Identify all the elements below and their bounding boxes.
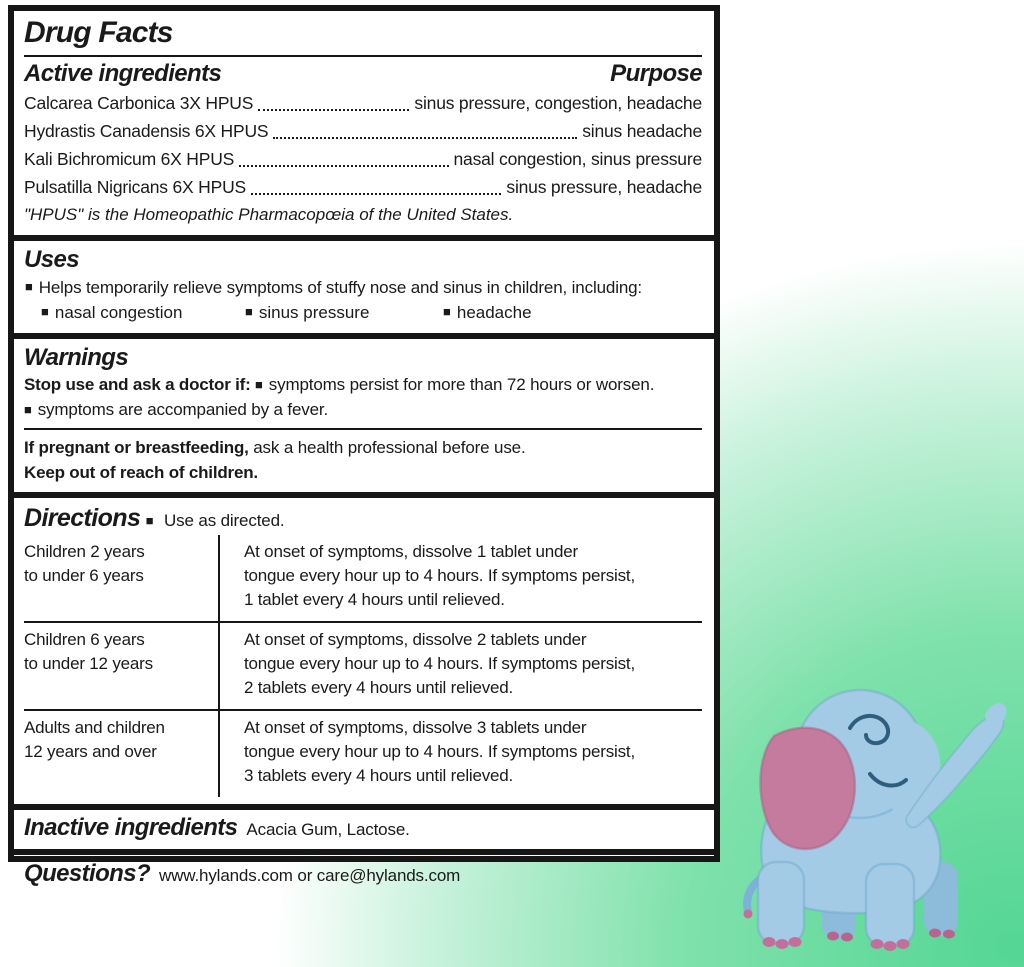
use-as-directed: Use as directed. [164,511,285,531]
bullet-square-icon: ■ [24,401,32,417]
directions-row [24,621,702,709]
title-divider [24,55,702,57]
directions-heading: Directions [24,504,141,533]
age-group-cell: Children 2 years to under 6 years [24,535,220,621]
bullet-square-icon: ■ [25,279,33,295]
section-active-ingredients [14,11,714,235]
warnings-heading: Warnings [24,343,129,371]
ingredient-row [24,89,702,117]
hpus-note: "HPUS" is the Homeopathic Pharmacopœia of the United States. [24,204,514,224]
dosage-cell: At onset of symptoms, dissolve 2 tablets under tongue every hour up to 4 hours. If symptoms persist, 2 tablets every 4 hours until relieved. [244,630,635,698]
ingredient-purpose: sinus headache [582,120,702,141]
elephant-front-leg [866,864,914,946]
elephant-toenail [871,939,884,949]
uses-heading: Uses [24,245,79,273]
dosage-cell: At onset of symptoms, dissolve 3 tablets under tongue every hour up to 4 hours. If symptoms persist, 3 tablets every 4 hours until relieved. [244,718,635,786]
elephant-toenail [929,929,941,938]
age-group-cell: Adults and children 12 years and over [24,711,220,797]
dosage-cell: At onset of symptoms, dissolve 1 tablet under tongue every hour up to 4 hours. If symptoms persist, 1 tablet every 4 hours until relieved. [244,542,635,610]
inactive-ingredients-heading: Inactive ingredients [24,814,238,842]
elephant-toenail [884,941,897,951]
active-ingredients-heading: Active ingredients [24,60,222,87]
questions-heading: Questions? [24,860,151,888]
dot-leader [239,160,448,167]
ingredient-row [24,173,702,201]
warnings-divider [24,428,702,430]
directions-headline [24,503,702,533]
ingredient-purpose: nasal congestion, sinus pressure [453,148,702,169]
section-uses [14,235,714,333]
elephant-toenail [943,930,955,939]
bullet-square-icon: ■ [443,304,451,320]
uses-intro: ■ Helps temporarily relieve symptoms of stuffy nose and sinus in children, including: [25,277,643,297]
dot-leader [273,132,577,139]
elephant-tail-tip [744,910,753,919]
bullet-square-icon: ■ [245,304,253,320]
age-group-cell: Children 6 years to under 12 years [24,623,220,709]
ingredient-name: Hydrastis Canadensis 6X HPUS [24,120,269,141]
section-directions [14,492,714,804]
stop-use-paragraph: Stop use and ask a doctor if: ■ symptoms persist for more than 72 hours or worsen. ■ symptoms are accompanied by a fever. [24,375,655,420]
section-questions [14,849,714,896]
ingredient-row [24,145,702,173]
uses-item: ■ headache [443,302,532,322]
questions-contact-text: www.hylands.com or care@hylands.com [159,866,461,886]
dot-leader [251,188,501,195]
bullet-square-icon: ■ [41,304,49,320]
ingredient-row [24,117,702,145]
uses-item: ■ nasal congestion [41,302,183,322]
directions-row [24,709,702,797]
pregnant-line: If pregnant or breastfeeding, ask a health professional before use. [24,438,526,458]
elephant-ear [760,728,854,849]
ingredient-purpose: sinus pressure, headache [506,176,702,197]
ingredient-name: Kali Bichromicum 6X HPUS [24,148,235,169]
elephant-rear-leg [758,862,804,944]
elephant-toenail [789,937,802,947]
ingredient-name: Calcarea Carbonica 3X HPUS [24,92,254,113]
bullet-square-icon: ■ [145,512,154,528]
elephant-illustration [710,666,1018,962]
section-warnings [14,333,714,493]
keep-out-line: Keep out of reach of children. [24,463,258,483]
purpose-heading: Purpose [610,60,702,87]
uses-item: ■ sinus pressure [245,302,370,322]
elephant-toenail [841,933,853,942]
inactive-ingredients-text: Acacia Gum, Lactose. [246,820,410,840]
elephant-toenail [897,939,910,949]
ingredient-purpose: sinus pressure, congestion, headache [414,92,702,113]
bullet-square-icon: ■ [251,376,263,392]
ingredient-name: Pulsatilla Nigricans 6X HPUS [24,176,246,197]
section-inactive-ingredients [14,804,714,849]
dot-leader [258,104,409,111]
uses-items [24,300,702,326]
drug-facts-title: Drug Facts [24,16,173,49]
elephant-toenail [827,932,839,941]
directions-row [24,535,702,621]
drug-facts-panel [8,5,720,888]
elephant-toenail [776,939,789,949]
elephant-toenail [763,937,776,947]
